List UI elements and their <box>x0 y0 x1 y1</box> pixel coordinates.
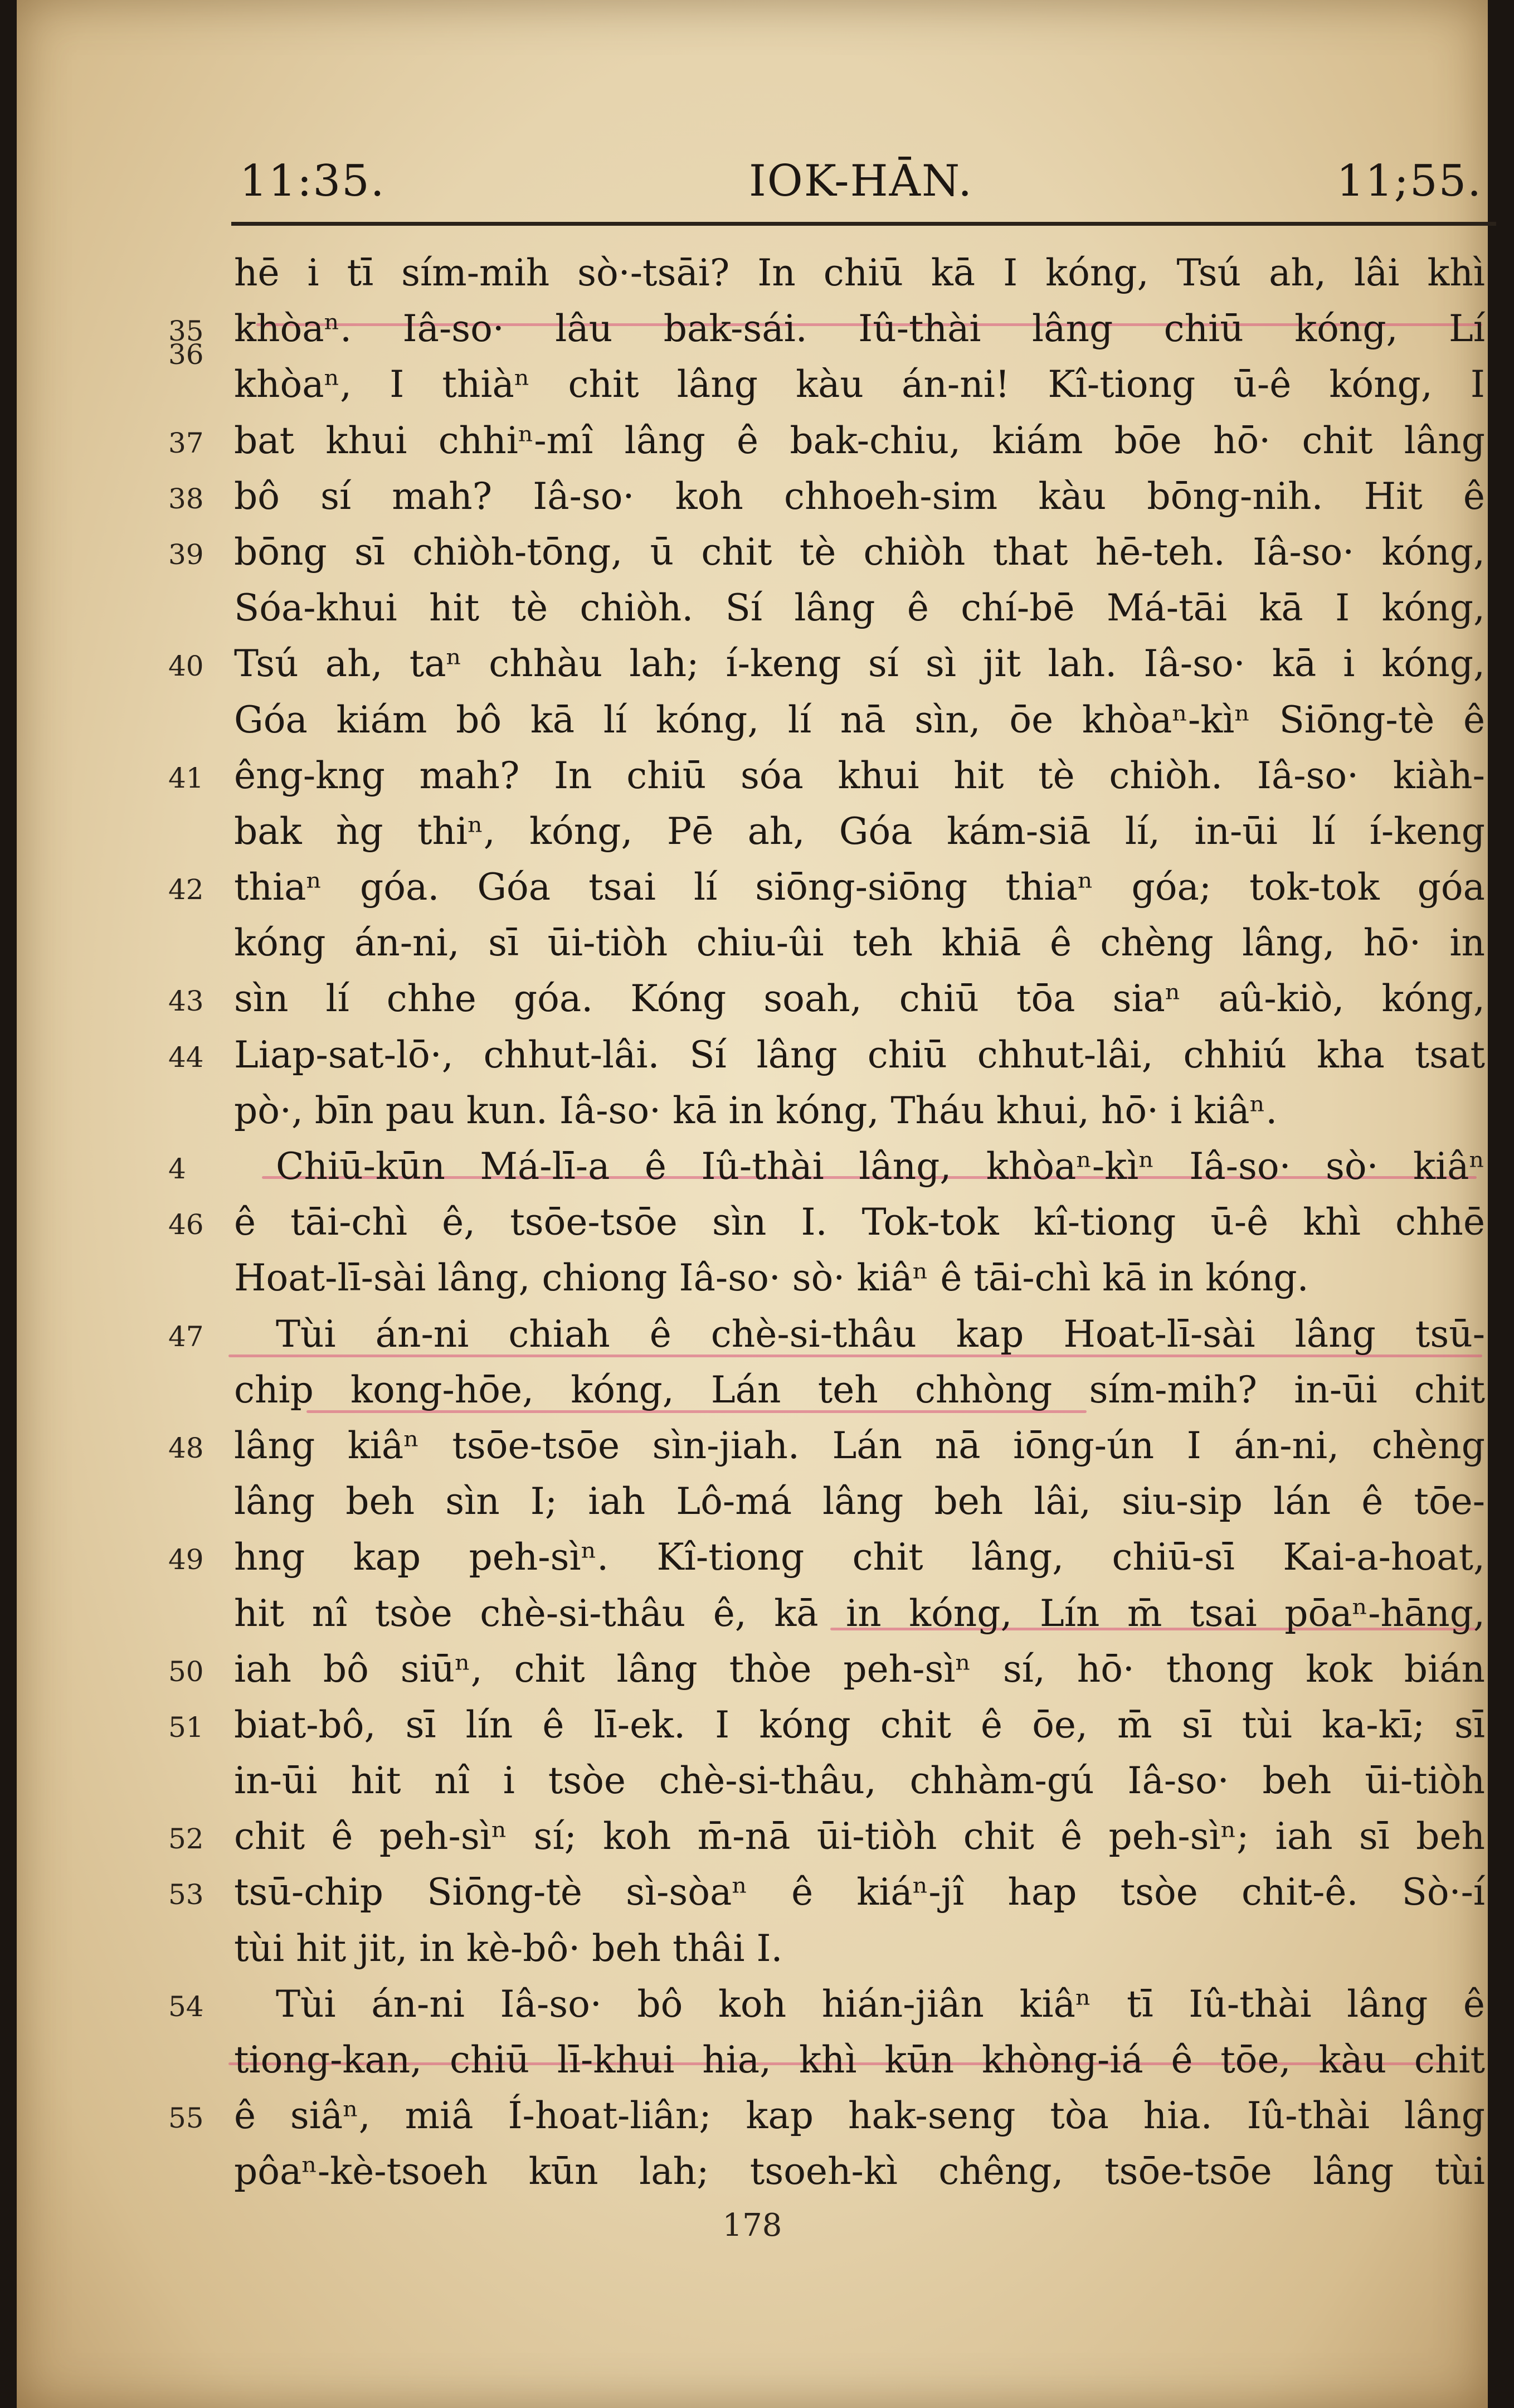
verse-number: 46 <box>168 1208 204 1241</box>
line-text: biat-bô, sī lín ê lī-ek. I kóng chit ê ōe, m̄ sī tùi ka-kī; sī <box>234 1703 1485 1746</box>
text-line <box>168 2088 1485 2144</box>
line-text: hit nî tsòe chè-si-thâu ê, kā in kóng, Lín m̄ tsai pōaⁿ-hāng, <box>234 1591 1485 1635</box>
line-text: Góa kiám bô kā lí kóng, lí nā sìn, ōe khòaⁿ-kìⁿ Siōng-tè ê <box>234 698 1485 741</box>
header-rule <box>231 222 1496 226</box>
line-text: chit ê peh-sìⁿ sí; koh m̄-nā ūi-tiòh chit ê peh-sìⁿ; iah sī beh <box>234 1815 1485 1858</box>
text-line <box>168 1418 1485 1474</box>
line-text: khòaⁿ, I thiàⁿ chit lâng kàu án-ni! Kî-tiong ū-ê kóng, I <box>234 363 1485 406</box>
line-text: tiong-kan, chiū lī-khui hia, khì kūn khòng-iá ê tōe, kàu chit <box>234 2038 1485 2081</box>
verse-number: 39 <box>168 538 204 571</box>
text-line <box>168 1139 1485 1195</box>
line-text: bōng sī chiòh-tōng, ū chit tè chiòh that hē-teh. Iâ-so· kóng, <box>234 530 1485 574</box>
text-line <box>168 301 1485 371</box>
verse-number: 41 <box>168 761 204 794</box>
head-verse-start: 11:35. <box>240 156 386 206</box>
line-text: in-ūi hit nî i tsòe chè-si-thâu, chhàm-gú Iâ-so· beh ūi-tiòh <box>234 1759 1485 1803</box>
line-text: ê siâⁿ, miâ Í-hoat-liân; kap hak-seng tòa hia. Iû-thài lâng <box>234 2094 1485 2138</box>
book-page <box>17 0 1488 2408</box>
text-line <box>168 1697 1485 1753</box>
verse-number: 36 <box>168 338 204 371</box>
verse-number: 43 <box>168 985 204 1018</box>
text-line <box>234 580 1485 636</box>
line-text: Tùi án-ni chiah ê chè-si-thâu kap Hoat-lī-sài lâng tsū- <box>276 1312 1485 1356</box>
line-text: hē i tī sím-mih sò·-tsāi? In chiū kā I kóng, Tsú ah, lâi khì <box>234 251 1485 294</box>
text-line <box>168 1809 1485 1865</box>
verse-number: 35 <box>168 315 204 348</box>
verse-number: 51 <box>168 1711 204 1744</box>
text-line <box>234 1250 1485 1306</box>
line-text: lâng kiâⁿ tsōe-tsōe sìn-jiah. Lán nā iōng-ún I án-ni, chèng <box>234 1424 1485 1467</box>
line-text: êng-kng mah? In chiū sóa khui hit tè chiòh. Iâ-so· kiàh- <box>234 754 1485 797</box>
verse-number: 54 <box>168 1990 204 2023</box>
text-line <box>234 357 1485 412</box>
scripture-text <box>168 245 1485 2200</box>
text-line <box>234 1362 1485 1418</box>
line-text: thiaⁿ góa. Góa tsai lí siōng-siōng thiaⁿ góa; tok-tok góa <box>234 866 1485 909</box>
line-text: Tsú ah, taⁿ chhàu lah; í-keng sí sì jit lah. Iâ-so· kā i kóng, <box>234 642 1485 686</box>
line-text: bat khui chhiⁿ-mî lâng ê bak-chiu, kiám bōe hō· chit lâng <box>234 419 1485 462</box>
verse-number: 52 <box>168 1823 204 1856</box>
verse-number: 49 <box>168 1543 204 1576</box>
line-text: Sóa-khui hit tè chiòh. Sí lâng ê chí-bē Má-tāi kā I kóng, <box>234 586 1485 630</box>
verse-number: 40 <box>168 650 204 683</box>
line-text: ê tāi-chì ê, tsōe-tsōe sìn I. Tok-tok kî-tiong ū-ê khì chhē <box>234 1201 1485 1244</box>
verse-number: 37 <box>168 426 204 459</box>
head-book-title: IOK-HĀN. <box>748 156 973 206</box>
text-line <box>168 525 1485 580</box>
line-text: khòaⁿ. Iâ-so· lâu bak-sái. Iû-thài lâng chiū kóng, Lí <box>234 307 1485 351</box>
line-text: sìn lí chhe góa. Kóng soah, chiū tōa siaⁿ aû-kiò, kóng, <box>234 977 1485 1021</box>
line-text: chip kong-hōe, kóng, Lán teh chhòng sím-mih? in-ūi chit <box>234 1368 1485 1411</box>
text-line <box>168 1642 1485 1697</box>
text-line <box>234 1083 1485 1139</box>
text-line <box>168 860 1485 915</box>
text-line <box>168 1977 1485 2032</box>
running-head <box>240 156 1482 217</box>
text-line <box>234 2144 1485 2200</box>
text-line <box>234 1921 1485 1977</box>
text-line <box>234 804 1485 860</box>
text-line <box>234 692 1485 748</box>
line-text: Chiū-kūn Má-lī-a ê Iû-thài lâng, khòaⁿ-kìⁿ Iâ-so· sò· kiâⁿ <box>276 1145 1485 1188</box>
verse-number: 38 <box>168 482 204 515</box>
text-line <box>168 971 1485 1027</box>
line-text: iah bô siūⁿ, chit lâng thòe peh-sìⁿ sí, hō· thong kok bián <box>234 1647 1485 1691</box>
line-text: lâng beh sìn I; iah Lô-má lâng beh lâi, siu-sip lán ê tōe- <box>234 1480 1485 1523</box>
text-line <box>168 1027 1485 1083</box>
text-line <box>234 1753 1485 1809</box>
line-text: Liap-sat-lō·, chhut-lâi. Sí lâng chiū chhut-lâi, chhiú kha tsat <box>234 1033 1485 1076</box>
line-text: tsū-chip Siōng-tè sì-sòaⁿ ê kiáⁿ-jî hap tsòe chit-ê. Sò·-í <box>234 1871 1485 1914</box>
line-text: bak ǹg thiⁿ, kóng, Pē ah, Góa kám-siā lí, in-ūi lí í-keng <box>234 809 1485 853</box>
line-text: pò·, bīn pau kun. Iâ-so· kā in kóng, Tháu khui, hō· i kiâⁿ. <box>234 1089 1278 1132</box>
verse-number: 50 <box>168 1655 204 1688</box>
verse-number: 55 <box>168 2102 204 2135</box>
text-line <box>168 1530 1485 1585</box>
verse-number: 53 <box>168 1878 204 1911</box>
verse-number: 44 <box>168 1041 204 1074</box>
line-text: Tùi án-ni Iâ-so· bô koh hián-jiân kiâⁿ tī Iû-thài lâng ê <box>276 1982 1485 2026</box>
text-line <box>234 1586 1485 1642</box>
line-text: Hoat-lī-sài lâng, chiong Iâ-so· sò· kiâⁿ ê tāi-chì kā in kóng. <box>234 1256 1309 1300</box>
text-line <box>234 245 1485 301</box>
verse-number: 4 <box>168 1153 186 1185</box>
line-text: tùi hit jit, in kè-bô· beh thâi I. <box>234 1926 783 1970</box>
text-line <box>234 915 1485 971</box>
line-text: hng kap peh-sìⁿ. Kî-tiong chit lâng, chiū-sī Kai-a-hoat, <box>234 1536 1485 1579</box>
text-line <box>168 1307 1485 1362</box>
page-number: 178 <box>722 2207 782 2244</box>
line-text: bô sí mah? Iâ-so· koh chhoeh-sim kàu bōng-nih. Hit ê <box>234 474 1485 518</box>
text-line <box>168 469 1485 525</box>
text-line <box>168 1865 1485 1920</box>
verse-number: 42 <box>168 873 204 906</box>
line-text: kóng án-ni, sī ūi-tiòh chiu-ûi teh khiā ê chèng lâng, hō· in <box>234 921 1485 965</box>
line-text: pôaⁿ-kè-tsoeh kūn lah; tsoeh-kì chêng, tsōe-tsōe lâng tùi <box>234 2150 1485 2193</box>
text-line <box>168 748 1485 804</box>
text-line <box>234 1474 1485 1530</box>
text-line <box>168 1195 1485 1250</box>
head-verse-end: 11;55. <box>1336 156 1482 206</box>
verse-number: 48 <box>168 1431 204 1464</box>
text-line <box>168 636 1485 692</box>
verse-number: 47 <box>168 1320 204 1353</box>
text-line <box>234 2032 1485 2088</box>
text-line <box>168 413 1485 469</box>
